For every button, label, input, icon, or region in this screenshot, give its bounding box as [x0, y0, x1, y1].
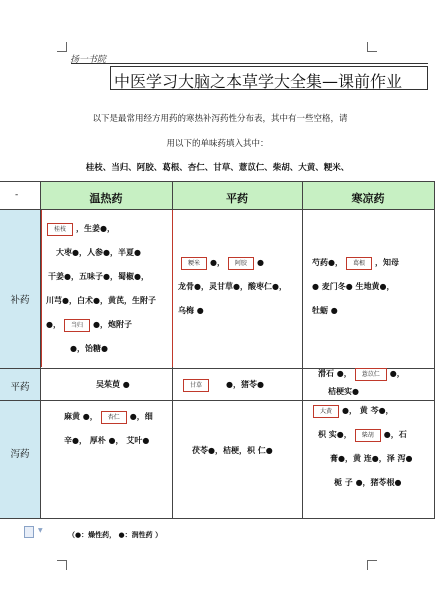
- cell-purge-neutral: 茯苓●，桔梗，枳 仁●: [192, 445, 273, 455]
- page-title: 中医学习大脑之本草学大全集—课前作业: [114, 72, 403, 91]
- row-label-neutral: 平药: [10, 382, 30, 393]
- herb-list: 桂枝、当归、阿胶、葛根、杏仁、甘草、薏苡仁、柴胡、大黄、粳米、: [85, 163, 350, 173]
- cell-neutral-cold: 滑石 ●， 薏苡仁 ●， 桔梗实●: [318, 368, 405, 396]
- column-header-neutral: 平药: [226, 192, 248, 205]
- table-line: [302, 181, 303, 519]
- side-column-bg: [0, 209, 40, 519]
- column-header-cold: 寒凉药: [351, 192, 385, 205]
- crop-mark-top-left: [57, 42, 67, 52]
- answer-box[interactable]: 葛根: [346, 257, 372, 270]
- crop-mark-top-right: [367, 42, 377, 52]
- cell-purge-cold: 大黄 ●， 黄 芩●， 枳 实●， 柴胡 ●，石 膏●，黄 连●，泽 泻● 栀 子 ●，猪苓根●: [310, 398, 413, 494]
- answer-box[interactable]: 大黄: [313, 405, 339, 418]
- row-label-tonify: 补药: [10, 295, 30, 306]
- row-label-purge: 泻药: [10, 449, 30, 460]
- answer-box[interactable]: 当归: [64, 319, 90, 332]
- answer-box[interactable]: 阿胶: [228, 257, 254, 270]
- crop-mark-bottom-right: [367, 560, 377, 570]
- legend-text: （●：燥性药， ●：润性药 ）: [68, 530, 163, 539]
- answer-box[interactable]: 杏仁: [101, 411, 127, 424]
- intro-line-1: 以下是最常用经方用药的寒热补泻药性分布表，其中有一些空格，请: [92, 114, 348, 124]
- intro-line-2: 用以下的单味药填入其中：: [166, 139, 269, 149]
- logo-text: 扬一书院: [70, 55, 107, 65]
- crop-mark-bottom-left: [57, 560, 67, 570]
- cell-purge-warm: 麻黄 ●， 杏仁 ●，细 辛●， 厚朴 ●， 艾叶●: [64, 411, 153, 445]
- answer-box[interactable]: 薏苡仁: [355, 368, 387, 381]
- cell-tonify-cold: 芍药●， 葛根 ，知母 ● 麦门冬● 生地黄●， 牡蛎 ●: [312, 257, 399, 315]
- answer-box[interactable]: 粳米: [181, 257, 207, 270]
- chevron-down-icon[interactable]: ▼: [38, 527, 43, 534]
- answer-box[interactable]: 桂枝: [47, 223, 73, 236]
- column-header-warm: 温热药: [89, 192, 123, 205]
- table-corner: -: [15, 190, 19, 200]
- answer-box[interactable]: 柴胡: [355, 429, 381, 442]
- edit-mark-line: [172, 210, 173, 367]
- cell-tonify-warm: 桂枝 ，生姜●， 大枣●，人参●，半夏● 干姜●，五味子●，蜀椒●， 川芎●，白术●，黄芪，生附子 ●， 当归 ●，炮附子 ●，饴糖●: [46, 223, 156, 353]
- table-line: [0, 518, 435, 519]
- cell-tonify-neutral: 粳米 ●， 阿胶 ● 龙骨●，灵甘草●，酸枣仁●， 乌梅 ●: [178, 257, 287, 315]
- cell-neutral-warm: 吴茱萸 ●: [96, 379, 130, 389]
- answer-box[interactable]: 甘草: [183, 379, 209, 392]
- table-line: [0, 181, 435, 182]
- table-line: [0, 209, 435, 210]
- edit-mark-line: [41, 210, 42, 367]
- paste-options-icon[interactable]: [24, 526, 34, 538]
- cell-neutral-neutral: 甘草 ●，猪苓●: [180, 372, 264, 396]
